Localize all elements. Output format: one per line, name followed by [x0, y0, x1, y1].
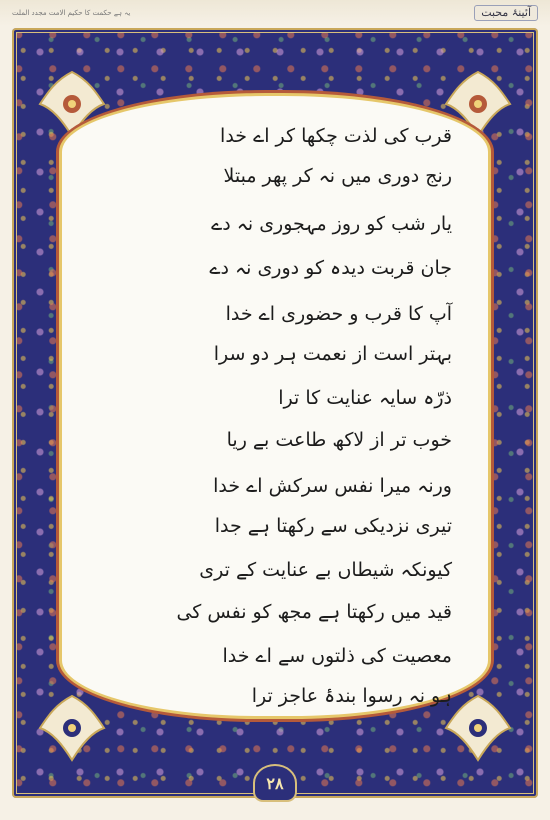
verse-line: معصیت کی ذلتوں سے اے خدا: [222, 645, 452, 667]
verse-line: تیری نزدیکی سے رکھتا ہے جدا: [214, 515, 452, 537]
page-number-medallion: [245, 764, 305, 804]
verse-line: ہو نہ رسوا بندۂ عاجز ترا: [251, 685, 452, 707]
verse-line: آپ کا قرب و حضوری اے خدا: [225, 303, 452, 325]
running-head-subtitle: یہ ہے حکمت کا حکیم الامت مجدد الملت: [12, 9, 131, 17]
verse-line: ذرّہ سایہ عنایت کا ترا: [278, 387, 452, 409]
verse-line: قید میں رکھتا ہے مجھ کو نفس کی: [176, 601, 452, 623]
verse-line: قرب کی لذت چکھا کر اے خدا: [220, 125, 452, 147]
verse-line: کیونکہ شیطاں بے عنایت کے تری: [199, 559, 452, 581]
running-head-title: آئینۂ محبت: [474, 5, 538, 21]
running-head: [12, 4, 538, 22]
verse-line: خوب تر از لاکھ طاعت بے ریا: [226, 429, 452, 451]
verse-line: یار شب کو روز مہجوری نہ دے: [211, 213, 452, 235]
verse-line: رنج دوری میں نہ کر پھر مبتلا: [223, 165, 452, 187]
verse-line: ورنہ میرا نفس سرکش اے خدا: [213, 475, 452, 497]
page-number: ۲۸: [255, 766, 295, 800]
verse-line: جان قربت دیدہ کو دوری نہ دے: [209, 257, 452, 279]
verse-line: بہتر است از نعمت ہر دو سرا: [213, 343, 452, 365]
poem: [90, 124, 460, 714]
